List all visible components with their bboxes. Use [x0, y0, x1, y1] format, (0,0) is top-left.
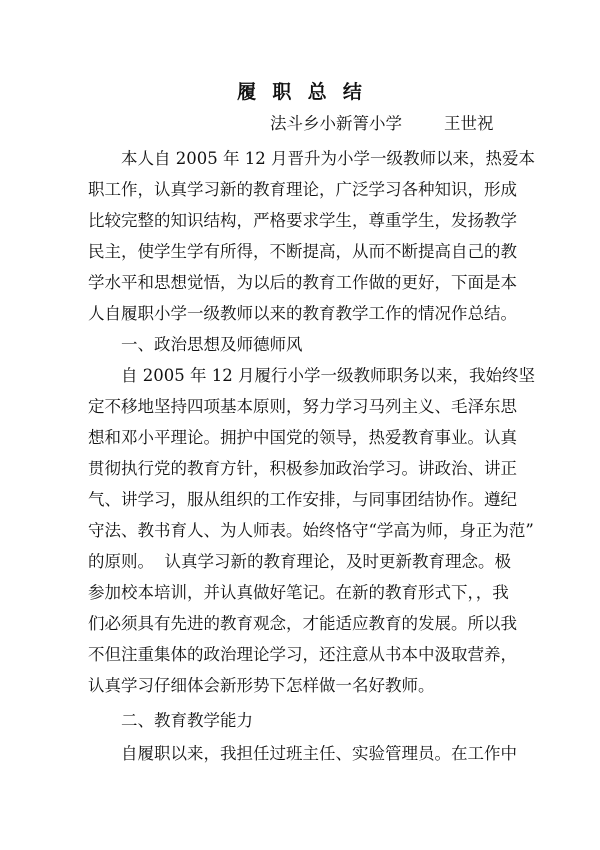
- body-line: 贯彻执行党的教育方针，积极参加政治学习。讲政治、讲正: [88, 459, 517, 478]
- body-line: 们必须具有先进的教育观念，才能适应教育的发展。所以我: [88, 614, 517, 633]
- body-line: 气、讲学习，服从组织的工作安排，与同事团结协作。遵纪: [88, 490, 517, 509]
- body-line: 参加校本培训，并认真做好笔记。在新的教育形式下，，我: [88, 583, 509, 602]
- body-line: 自履职以来，我担任过班主任、实验管理员。在工作中: [121, 744, 517, 763]
- body-line: 职工作，认真学习新的教育理论，广泛学习各种知识，形成: [88, 180, 517, 199]
- section-heading: 二、教育教学能力: [121, 711, 253, 730]
- author-byline: 法斗乡小新箐小学 王世祝: [270, 114, 494, 133]
- body-line: 想和邓小平理论。拥护中国党的领导，热爱教育事业。认真: [88, 428, 517, 447]
- body-line: 人自履职小学一级教师以来的教育教学工作的情况作总结。: [88, 304, 517, 323]
- section-heading: 一、政治思想及师德师风: [121, 335, 303, 354]
- body-line: 民主，使学生学有所得，不断提高，从而不断提高自己的教: [88, 242, 517, 261]
- document-title: 履 职 总 结: [237, 81, 363, 103]
- body-line: 不但注重集体的政治理论学习，还注意从书本中汲取营养，: [88, 645, 517, 664]
- body-line: 认真学习仔细体会新形势下怎样做一名好教师。: [88, 676, 435, 695]
- body-line: 本人自 2005 年 12 月晋升为小学一级教师以来，热爱本: [121, 149, 535, 168]
- body-line: 守法、教书育人、为人师表。始终恪守“学高为师，身正为范”: [88, 521, 534, 540]
- body-line: 定不移地坚持四项基本原则，努力学习马列主义、毛泽东思: [88, 397, 517, 416]
- body-line: 的原则。 认真学习新的教育理论，及时更新教育理念。极: [88, 552, 511, 571]
- body-line: 比较完整的知识结构，严格要求学生，尊重学生，发扬教学: [88, 211, 517, 230]
- body-line: 学水平和思想觉悟，为以后的教育工作做的更好，下面是本: [88, 273, 517, 292]
- body-line: 自 2005 年 12 月履行小学一级教师职务以来，我始终坚: [121, 366, 535, 385]
